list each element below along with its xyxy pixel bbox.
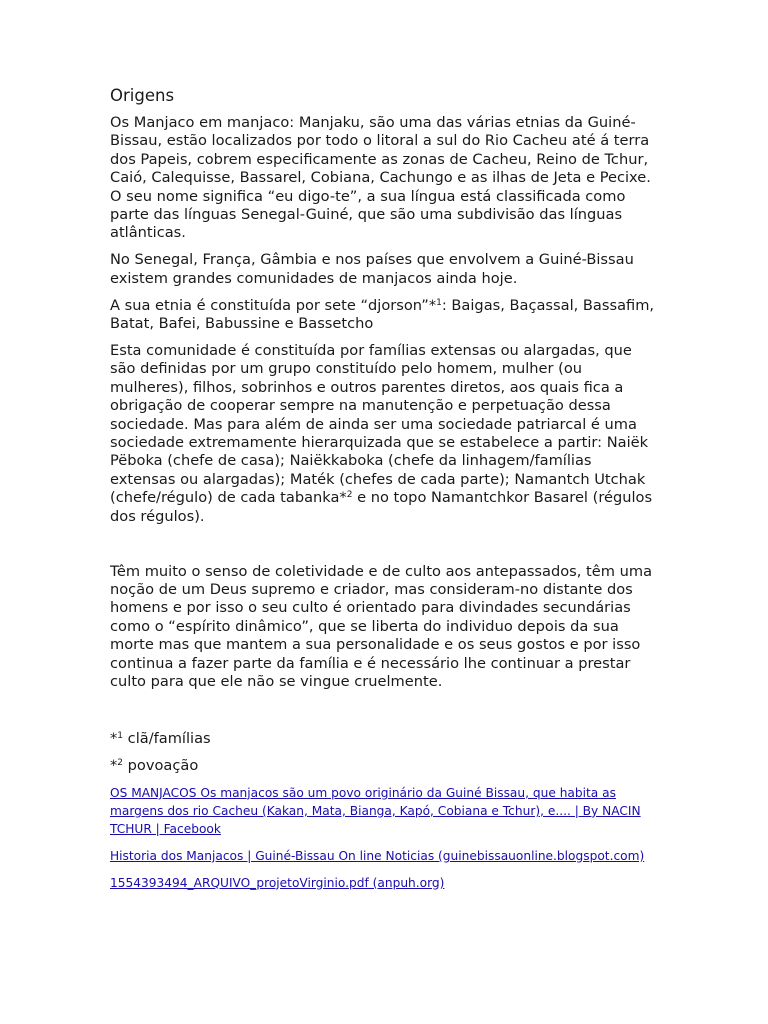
footnote-text: clã/famílias	[123, 729, 211, 747]
blank-line	[110, 700, 660, 730]
footnote-mark: *	[110, 729, 118, 747]
paragraph-communities: No Senegal, França, Gâmbia e nos países que envolvem a Guiné-Bissau existem grandes comunidades de manjacos ainda hoje.	[110, 251, 634, 287]
footnote-mark: *	[110, 756, 118, 774]
link-facebook-manjacos[interactable]: OS MANJACOS Os manjacos são um povo originário da Guiné Bissau, que habita as margens dos rio Cacheu (Kakan, Mata, Bianga, Kapó, Cobiana e Tchur), e.... | By NACIN TCHUR | Facebook	[110, 785, 641, 836]
paragraph-hierarchy-text-cont: e no topo Namantchkor Basarel (régulos dos régulos).	[110, 489, 653, 525]
blank-line	[110, 535, 660, 563]
paragraph-djorson	[110, 297, 660, 334]
paragraph-beliefs: Têm muito o senso de coletividade e de culto aos antepassados, têm uma noção de um Deus supremo e criador, mas consideram-no distante dos homens e por isso o seu culto é orientado para divindades secundárias como o “espírito dinâmico”, que se liberta do individuo depois da sua morte mas que mantem a sua personalidade e os seus gostos e por isso continua a fazer parte da família e é necessário lhe continuar a prestar culto para que ele não se vingue cruelmente.	[110, 562, 653, 690]
footnote-ref-1: 1	[436, 297, 442, 308]
footnote-ref-2: 2	[346, 490, 353, 501]
paragraph-hierarchy-text: Esta comunidade é constituída por famílias extensas ou alargadas, que são definidas por um grupo constituído pelo homem, mulher (ou mulheres), filhos, sobrinhos e outros parentes diretos, aos quais fica a obrigação de cooperar sempre na manutenção e perpetuação dessa sociedade. Mas para além de ainda ser uma sociedade patriarcal é uma sociedade extremamente hierarquizada que se estabelece a partir: Naiëk Pëboka (chefe de casa); Naiëkkaboka (chefe da linhagem/famílias extensas ou alargadas); Maték (chefes de cada parte); Namantch Utchak (chefe/régulo) de cada tabanka*	[110, 341, 649, 507]
footnote-number: 1	[117, 730, 124, 741]
paragraph-hierarchy	[110, 342, 660, 526]
link-historia-manjacos[interactable]: Historia dos Manjacos | Guiné-Bissau On line Noticias (guinebissauonline.blogspot.com)	[110, 848, 645, 863]
references-list	[110, 784, 660, 892]
footnote-1	[110, 730, 660, 748]
footnote-2	[110, 757, 660, 775]
footnote-text: povoação	[123, 756, 199, 774]
paragraph-djorson-text-cont: : Baigas, Baçassal, Bassafim, Batat, Bafei, Babussine e Bassetcho	[110, 296, 655, 333]
document-page	[110, 86, 660, 901]
paragraph-origins: Os Manjaco em manjaco: Manjaku, são uma das várias etnias da Guiné-Bissau, estão localizados por todo o litoral a sul do Rio Cacheu até á terra dos Papeis, cobrem especificamente as zonas de Cacheu, Reino de Tchur, Caió, Calequisse, Bassarel, Cobiana, Cachungo e as ilhas de Jeta e Pecixe. O seu nome significa “eu digo-te”, a sua língua está classificada como parte das línguas Senegal-Guiné, que são uma subdivisão das línguas atlânticas.	[110, 114, 651, 242]
paragraph-djorson-text: A sua etnia é constituída por sete “djorson”*	[110, 296, 437, 314]
footnote-number: 2	[117, 757, 124, 768]
link-projeto-virginio-pdf[interactable]: 1554393494_ARQUIVO_projetoVirginio.pdf (anpuh.org)	[110, 875, 445, 890]
section-heading: Origens	[110, 86, 175, 105]
